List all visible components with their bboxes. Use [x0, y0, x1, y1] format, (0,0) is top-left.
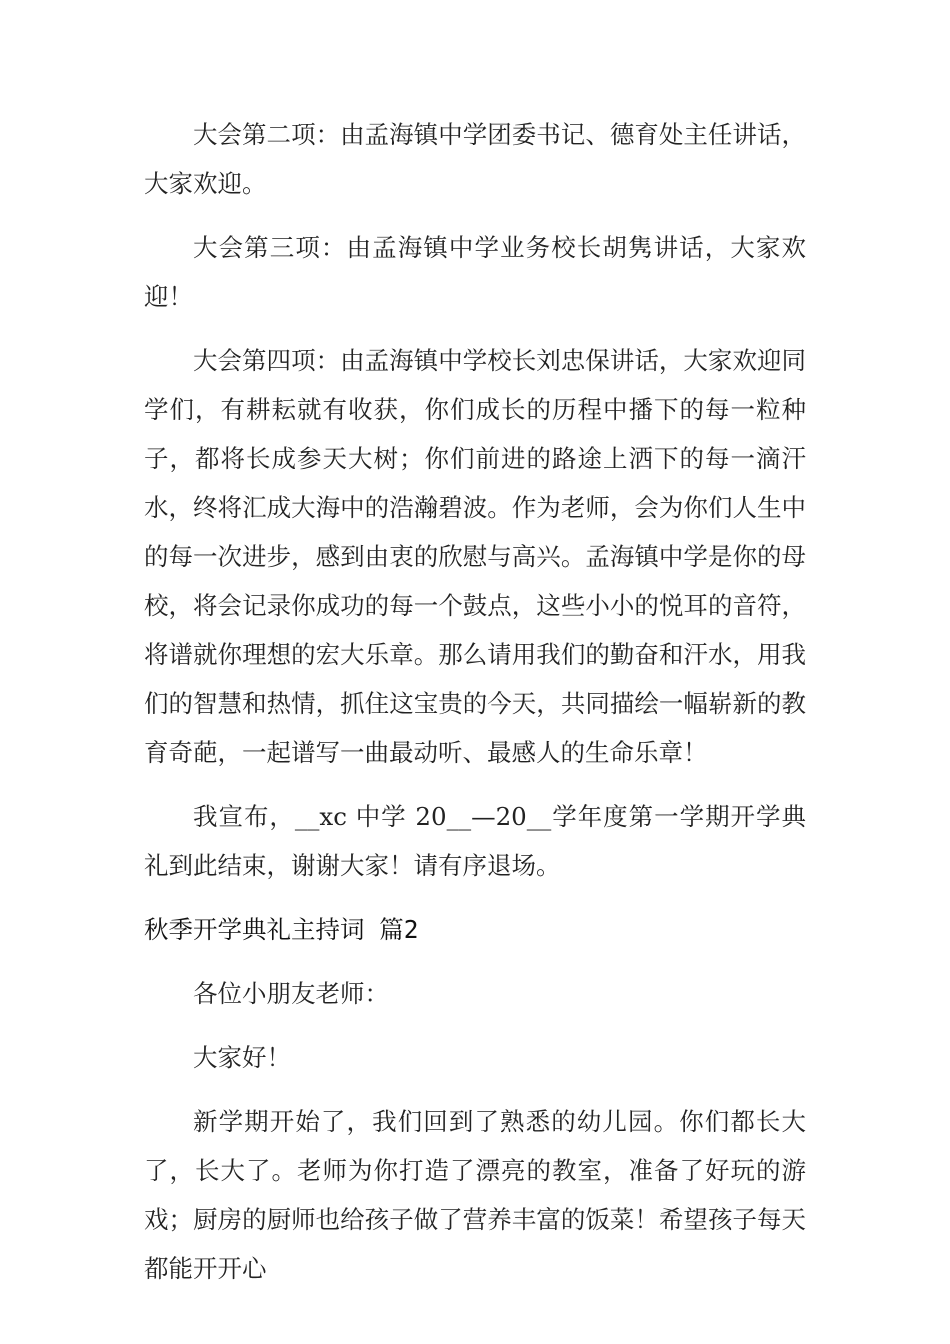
closing-paragraph: 我宣布，__xc 中学 20__—20__学年度第一学期开学典礼到此结束，谢谢大家！请有序退场。: [144, 802, 806, 880]
paragraph-item-3: 大会第三项：由孟海镇中学业务校长胡隽讲话，大家欢迎！: [144, 233, 806, 311]
paragraph-item-4: 大会第四项：由孟海镇中学校长刘忠保讲话，大家欢迎同学们，有耕耘就有收获，你们成长的历程中播下的每一粒种子，都将长成参天大树；你们前进的路途上洒下的每一滴汗水，终将汇成大海中的浩瀚碧波。作为老师，会为你们人生中的每一次进步，感到由衷的欣慰与高兴。孟海镇中学是你的母校，将会记录你成功的每一个鼓点，这些小小的悦耳的音符，将谱就你理想的宏大乐章。那么请用我们的勤奋和汗水，用我们的智慧和热情，抓住这宝贵的今天，共同描绘一幅崭新的教育奇葩，一起谱写一曲最动听、最感人的生命乐章！: [144, 346, 806, 767]
body-paragraph: 新学期开始了，我们回到了熟悉的幼儿园。你们都长大了，长大了。老师为你打造了漂亮的教室，准备了好玩的游戏；厨房的厨师也给孩子做了营养丰富的饭菜！希望孩子每天都能开开心: [144, 1107, 806, 1283]
hello-paragraph: 大家好！: [193, 1043, 291, 1072]
document-body: [144, 110, 806, 1308]
section-heading: 秋季开学典礼主持词 篇2: [144, 915, 419, 944]
paragraph-item-2: 大会第二项：由孟海镇中学团委书记、德育处主任讲话，大家欢迎。: [144, 120, 806, 198]
greeting-paragraph: 各位小朋友老师：: [193, 979, 389, 1008]
